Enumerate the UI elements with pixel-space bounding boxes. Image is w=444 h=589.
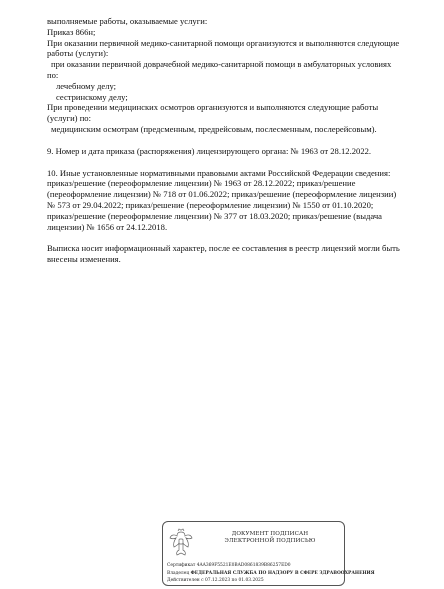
- text-line: выполняемые работы, оказываемые услуги:: [47, 16, 208, 26]
- stamp-validity-row: Действителен с 07.12.2023 по 01.03.2025: [167, 578, 264, 584]
- text-line: при оказании первичной доврачебной медико-санитарной помощи в амбулаторных условиях: [51, 59, 392, 70]
- text-line: по:: [47, 69, 59, 80]
- text-line: (переоформление лицензии) № 718 от 01.06.2022; приказ/решение (переоформление лицензии): [47, 189, 397, 200]
- coat-of-arms-icon: [168, 528, 194, 558]
- text-line: сестринскому делу;: [56, 91, 128, 102]
- text-line: 10. Иные установленные нормативными правовыми актами Российской Федерации сведения:: [47, 167, 391, 178]
- document-body: [47, 16, 402, 265]
- text-line: № 573 от 29.04.2022; приказ/решение (переоформление лицензии) № 1550 от 01.10.2020;: [47, 199, 374, 210]
- disclaimer-line: внесены изменения.: [47, 254, 121, 265]
- stamp-owner-row: Владелец ФЕДЕРАЛЬНАЯ СЛУЖБА ПО НАДЗОРУ В СФЕРЕ ЗДРАВООХРАНЕНИЯ: [167, 570, 375, 576]
- text-line: работы (услуги):: [47, 48, 109, 59]
- text-line: Приказ 866н;: [47, 26, 96, 37]
- stamp-certificate-row: Сертификат 4AA369F5521E0BAD0861839B86257ED0: [167, 563, 291, 568]
- text-line: лечебному делу;: [56, 80, 117, 91]
- text-line: приказ/решение (переоформление лицензии) № 377 от 18.03.2020; приказ/решение (выдача: [47, 210, 382, 221]
- text-line: приказ/решение (переоформление лицензии) № 1963 от 28.12.2022; приказ/решение: [47, 178, 356, 189]
- text-line: (услуги) по:: [47, 113, 91, 124]
- electronic-signature-stamp: [162, 521, 375, 586]
- text-line: При оказании первичной медико-санитарной помощи организуются и выполняются следующие: [47, 37, 400, 48]
- stamp-details: [167, 562, 427, 585]
- text-line: лицензии) № 1656 от 24.12.2018.: [47, 221, 168, 232]
- order-number-line: 9. Номер и дата приказа (распоряжения) лицензирующего органа: № 1963 от 28.12.2022.: [47, 145, 372, 156]
- disclaimer-line: Выписка носит информационный характер, после ее составления в реестр лицензий могли быть: [47, 243, 400, 254]
- text-line: медицинским осмотрам (предсменным, предрейсовым, послесменным, послерейсовым).: [51, 123, 377, 134]
- text-line: При проведении медицинских осмотров организуются и выполняются следующие работы: [47, 102, 379, 113]
- stamp-title: ДОКУМЕНТ ПОДПИСАН ЭЛЕКТРОННОЙ ПОДПИСЬЮ: [224, 531, 316, 544]
